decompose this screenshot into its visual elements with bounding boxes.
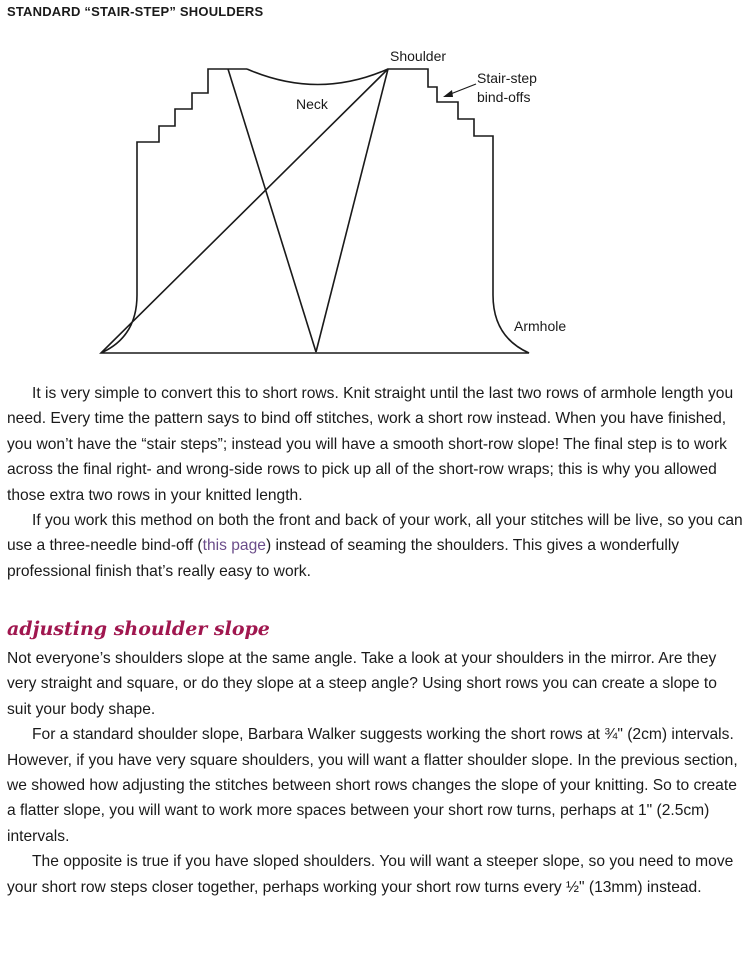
paragraph-three-needle — [7, 508, 744, 584]
paragraph-slope-intro: Not everyone’s shoulders slope at the same angle. Take a look at your shoulders in the mirror. Are they very straight and square, or do they slope at a steep angle? Using short rows you can create a slope to suit your body shape. — [7, 650, 717, 718]
section-adjusting-slope — [7, 646, 744, 900]
section-heading-adjusting-slope: adjusting shoulder slope — [7, 618, 270, 640]
neckline-curve — [247, 69, 388, 85]
armhole-label: Armhole — [514, 318, 567, 334]
paragraph-three-needle-text-b: ) instead of seaming the shoulders. This gives a wonderfully professional finish that’s really easy to work. — [7, 537, 680, 580]
this-page-link[interactable]: this page — [202, 537, 266, 555]
neck-label: Neck — [296, 96, 328, 112]
shoulder-label: Shoulder — [390, 48, 447, 64]
section-convert-short-rows — [7, 381, 744, 584]
stair-step-arrowhead — [443, 90, 453, 97]
paragraph-standard-slope: For a standard shoulder slope, Barbara Walker suggests working the short rows at ¾" (2cm) intervals. However, if you have very square shoulders, you will want a flatter shoulder slope. In the previous section, we showed how adjusting the stitches between short rows changes the slope of your knitting. So to create a flatter slope, you will want to work more spaces between your short row turns, perhaps at 1" (2.5cm) intervals. — [7, 726, 738, 845]
figure-caption: STANDARD “STAIR-STEP” SHOULDERS — [7, 4, 264, 19]
paragraph-convert: It is very simple to convert this to short rows. Knit straight until the last two rows of armhole length you need. Every time the pattern says to bind off stitches, work a short row instead. When you have finished, you won’t have the “stair steps”; instead you will have a smooth short-row slope! The final step is to work across the final right- and wrong-side rows to pick up all of the short-row wraps; this is why you allowed those extra two rows in your knitted length. — [7, 385, 734, 504]
paragraph-sloped-shoulders: The opposite is true if you have sloped shoulders. You will want a steeper slope, so you need to move your short row steps closer together, perhaps working your short row turns every ½" (13mm) instead. — [7, 853, 734, 896]
stair-step-shoulder-diagram — [0, 40, 750, 365]
stair-step-label-line1: Stair-step — [477, 70, 537, 86]
stair-step-label-line2: bind-offs — [477, 89, 531, 105]
diagram-svg — [0, 40, 750, 365]
paragraph-three-needle-text-a: If you work this method on both the front and back of your work, all your stitches will be live, so you can use a three-needle bind-off ( — [7, 512, 743, 555]
